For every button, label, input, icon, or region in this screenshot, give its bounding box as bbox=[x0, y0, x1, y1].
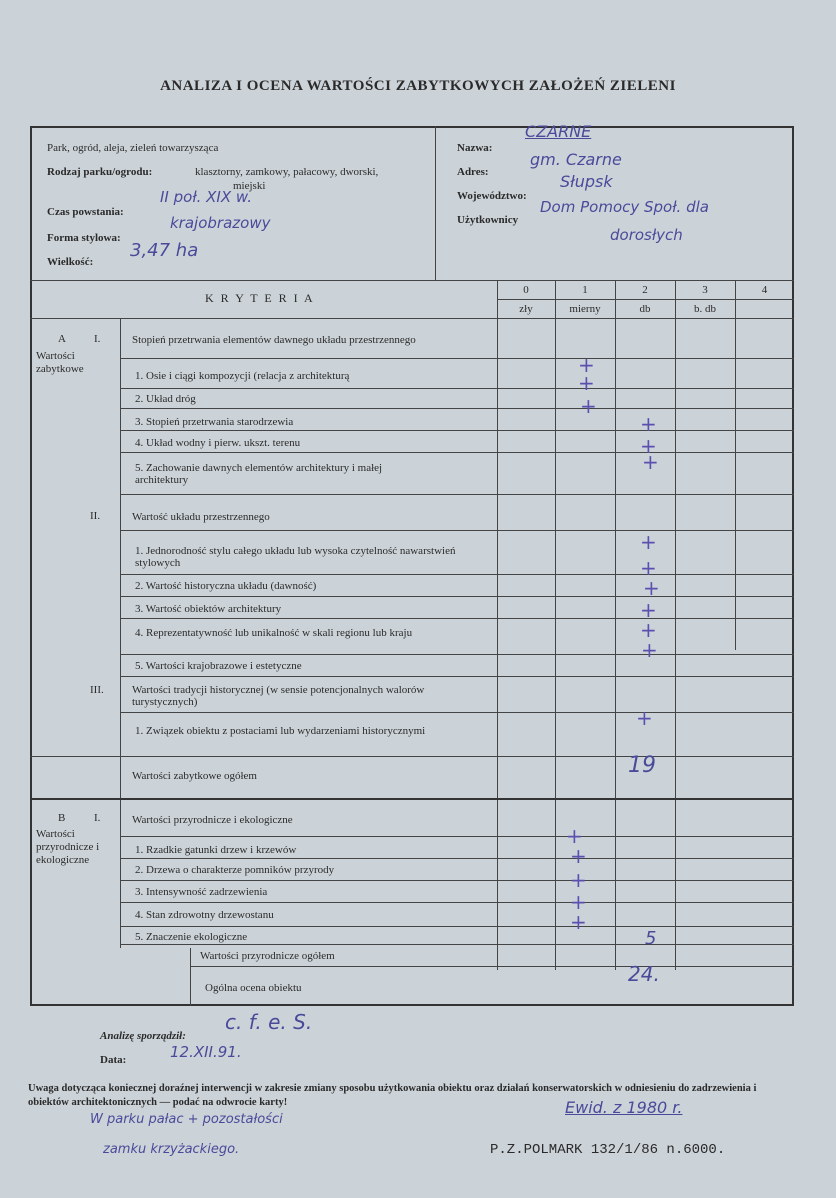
date-value: 12.XII.91. bbox=[170, 1043, 242, 1061]
mark-plus: + bbox=[640, 598, 657, 622]
kind-options: klasztorny, zamkowy, pałacowy, dworski, bbox=[195, 166, 379, 178]
col-line bbox=[497, 280, 498, 970]
table-header-bottom bbox=[30, 318, 794, 319]
section-b-letter: B bbox=[58, 812, 66, 824]
col-number: 2 bbox=[642, 284, 648, 296]
criterion-row: 4. Stan zdrowotny drzewostanu bbox=[135, 909, 274, 921]
voivodeship-value: Słupsk bbox=[560, 172, 613, 191]
section-a-name: Wartości zabytkowe bbox=[36, 350, 84, 375]
mark-plus: + bbox=[640, 412, 657, 436]
row-line bbox=[120, 430, 794, 431]
row-line bbox=[120, 944, 794, 945]
criterion-row: 2. Drzewa o charakterze pomników przyrody bbox=[135, 864, 335, 876]
group1-title: Stopień przetrwania elementów dawnego układu przestrzennego bbox=[132, 334, 416, 346]
section-b-roman: I. bbox=[94, 812, 101, 824]
section-b-name: Wartości przyrodnicze i ekologiczne bbox=[36, 828, 100, 866]
overall-divider bbox=[190, 948, 191, 1006]
section-a-letter: A bbox=[58, 333, 66, 345]
criterion-row: 2. Wartość historyczna układu (dawność) bbox=[135, 580, 317, 592]
col-line bbox=[555, 280, 556, 970]
style-label: Forma stylowa: bbox=[47, 232, 121, 244]
group3-title: Wartości tradycji historycznej (w sensie potencjonalnych walorów turystycznych) bbox=[132, 684, 425, 708]
col-header-divider bbox=[497, 299, 794, 300]
park-type-line: Park, ogród, aleja, zieleń towarzysząca bbox=[47, 142, 219, 154]
date-label: Data: bbox=[100, 1054, 127, 1066]
section-b-total-label: Wartości przyrodnicze ogółem bbox=[200, 950, 335, 962]
mark-plus: + bbox=[643, 576, 660, 600]
mark-plus: + bbox=[570, 868, 587, 892]
col-number: 4 bbox=[761, 284, 768, 296]
criterion-row: 3. Wartość obiektów architektury bbox=[135, 603, 282, 615]
col-line bbox=[675, 280, 676, 970]
users-label: Użytkownicy bbox=[457, 214, 519, 226]
row-line bbox=[120, 836, 794, 837]
voivodeship-label: Województwo: bbox=[457, 190, 527, 202]
row-line bbox=[120, 388, 794, 389]
criterion-row: 4. Reprezentatywność lub unikalność w skali regionu lub kraju bbox=[135, 627, 413, 639]
criterion-row: 5. Zachowanie dawnych elementów architektury i małej architektury bbox=[135, 462, 383, 486]
section-a-total-label: Wartości zabytkowe ogółem bbox=[132, 770, 257, 782]
mark-plus: + bbox=[640, 618, 657, 642]
col-name: db bbox=[639, 303, 651, 315]
mark-plus: + bbox=[640, 434, 657, 458]
row-line bbox=[120, 880, 794, 881]
row-line bbox=[120, 902, 794, 903]
page-title: ANALIZA I OCENA WARTOŚCI ZABYTKOWYCH ZAŁOŻEŃ ZIELENI bbox=[160, 78, 676, 94]
address-value: gm. Czarne bbox=[530, 150, 622, 169]
name-label: Nazwa: bbox=[457, 142, 493, 154]
row-line bbox=[120, 712, 794, 713]
criteria-heading: K R Y T E R I A bbox=[205, 291, 315, 305]
users-value: Dom Pomocy Społ. dla bbox=[540, 198, 709, 216]
users-value-2: dorosłych bbox=[610, 226, 683, 244]
row-line bbox=[120, 408, 794, 409]
row-line bbox=[30, 756, 794, 757]
group2-title: Wartość układu przestrzennego bbox=[132, 511, 270, 523]
overall-value: 24. bbox=[628, 962, 660, 986]
address-label: Adres: bbox=[457, 166, 489, 178]
print-code: P.Z.POLMARK 132/1/86 n.6000. bbox=[490, 1142, 726, 1158]
mark-plus: + bbox=[570, 844, 587, 868]
evidence-note: Ewid. z 1980 r. bbox=[565, 1098, 683, 1117]
header-mid-divider bbox=[435, 126, 436, 280]
handwritten-note-1: W parku pałac + pozostałości bbox=[90, 1112, 283, 1127]
section-divider bbox=[30, 798, 794, 800]
col-name: b. db bbox=[694, 303, 716, 315]
col-number: 0 bbox=[523, 284, 529, 296]
criterion-row: 5. Wartości krajobrazowe i estetyczne bbox=[135, 660, 302, 672]
col-line bbox=[615, 280, 616, 970]
criterion-row: 3. Intensywność zadrzewienia bbox=[135, 886, 268, 898]
mark-plus: + bbox=[570, 890, 587, 914]
mark-plus: + bbox=[641, 638, 658, 662]
row-line bbox=[120, 654, 794, 655]
mark-plus: + bbox=[640, 530, 657, 554]
section-a-total-value: 19 bbox=[628, 753, 656, 778]
group2-roman: II. bbox=[90, 510, 101, 522]
overall-label: Ogólna ocena obiektu bbox=[205, 982, 302, 994]
section-b-total-value: 5 bbox=[645, 928, 657, 949]
row-line bbox=[120, 596, 794, 597]
row-line bbox=[120, 926, 794, 927]
col-line bbox=[735, 280, 736, 650]
criterion-row: 1. Rzadkie gatunki drzew i krzewów bbox=[135, 844, 297, 856]
row-line bbox=[120, 530, 794, 531]
criterion-row: 5. Znaczenie ekologiczne bbox=[135, 931, 248, 943]
col-number: 3 bbox=[702, 284, 708, 296]
row-line bbox=[120, 574, 794, 575]
style-value: krajobrazowy bbox=[170, 214, 271, 232]
col-name: mierny bbox=[569, 303, 601, 315]
header-divider bbox=[30, 280, 794, 281]
mark-plus: + bbox=[570, 910, 587, 934]
mark-plus: + bbox=[640, 556, 657, 580]
name-value: CZARNE bbox=[525, 122, 592, 141]
time-label: Czas powstania: bbox=[47, 206, 124, 218]
row-line bbox=[120, 494, 794, 495]
criterion-row: 1. Osie i ciągi kompozycji (relacja z architekturą bbox=[135, 370, 350, 382]
row-line bbox=[120, 676, 794, 677]
handwritten-note-2: zamku krzyżackiego. bbox=[103, 1142, 240, 1157]
mark-plus: + bbox=[566, 824, 583, 848]
col-number: 1 bbox=[582, 284, 588, 296]
mark-plus: + bbox=[642, 450, 659, 474]
col-name: zły bbox=[519, 303, 533, 315]
size-label: Wielkość: bbox=[47, 256, 94, 268]
row-line bbox=[120, 452, 794, 453]
row-line bbox=[120, 618, 794, 619]
size-value: 3,47 ha bbox=[130, 240, 199, 261]
criterion-row: 1. Jednorodność stylu całego układu lub wysoka czytelność nawarstwień stylowych bbox=[135, 545, 456, 569]
row-line bbox=[190, 966, 794, 967]
group3-roman: III. bbox=[90, 684, 104, 696]
kind-options-2: miejski bbox=[233, 180, 266, 192]
mark-plus: + bbox=[578, 371, 595, 395]
mark-plus: + bbox=[578, 353, 595, 377]
prepared-label: Analizę sporządził: bbox=[100, 1030, 186, 1042]
criterion-row: 2. Układ dróg bbox=[135, 393, 196, 405]
criterion-row: 1. Związek obiektu z postaciami lub wydarzeniami historycznymi bbox=[135, 725, 426, 737]
intervention-note: Uwaga dotycząca koniecznej doraźnej interwencji w zakresie zmiany sposobu użytkowania obiektu oraz działań konserwatorskich w odniesieniu do zadrzewienia i obiektów architektonicznych — podać na odwrocie karty! bbox=[28, 1083, 757, 1108]
criterion-row: 4. Układ wodny i pierw. ukszt. terenu bbox=[135, 437, 301, 449]
mark-plus: + bbox=[580, 394, 597, 418]
time-value: II poł. XIX w. bbox=[160, 188, 252, 206]
criterion-row: 3. Stopień przetrwania starodrzewia bbox=[135, 416, 294, 428]
row-line bbox=[120, 858, 794, 859]
mark-plus: + bbox=[636, 706, 653, 730]
prepared-value: c. f. e. S. bbox=[225, 1010, 313, 1034]
row-line bbox=[120, 358, 794, 359]
section-a-divider bbox=[120, 318, 121, 798]
kind-label: Rodzaj parku/ogrodu: bbox=[47, 166, 153, 178]
section-b-group-title: Wartości przyrodnicze i ekologiczne bbox=[132, 814, 293, 826]
section-a-roman: I. bbox=[94, 333, 101, 345]
